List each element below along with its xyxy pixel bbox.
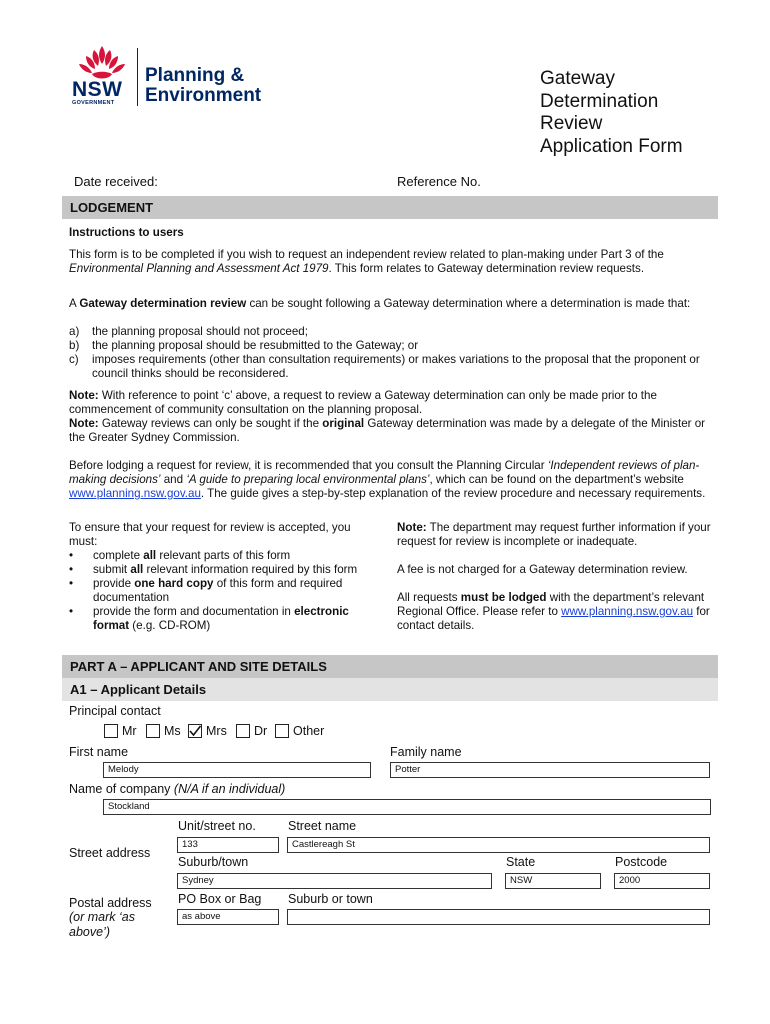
bullet-bold: all — [143, 549, 157, 562]
note-label: Note: — [69, 417, 99, 430]
postcode-label: Postcode — [615, 855, 668, 869]
street-name-field[interactable]: Castlereagh St — [287, 837, 710, 853]
note-text: The department may request further information if your request for review is incomplete or inadequate. — [397, 521, 711, 548]
form-title-line: Gateway — [540, 68, 615, 89]
company-label-note: (N/A if an individual) — [173, 782, 286, 796]
planning-website-link[interactable]: www.planning.nsw.gov.au — [69, 487, 201, 500]
bullet-text: relevant parts of this form — [156, 549, 291, 562]
lodgement-heading: LODGEMENT — [62, 196, 718, 219]
list-item — [69, 605, 374, 633]
street-name-label: Street name — [288, 819, 357, 833]
form-title — [540, 68, 683, 158]
intro-paragraph — [69, 248, 709, 276]
bullet-bold: one hard copy — [134, 577, 214, 590]
department-line-1: Planning & — [145, 65, 245, 86]
family-name-field[interactable]: Potter — [390, 762, 710, 778]
lodge-text: with the department’s relevant Regional Office. Please refer to — [397, 591, 705, 618]
list-text: the planning proposal should not proceed; — [92, 325, 308, 338]
circular-title-1: ‘Independent reviews of plan-making decisions’ — [69, 459, 700, 486]
list-item — [69, 563, 374, 577]
logo-divider — [137, 48, 138, 106]
postal-address-note: (or mark ‘as above’) — [69, 910, 135, 939]
postal-suburb-label: Suburb or town — [288, 892, 373, 906]
requirements-intro: To ensure that your request for review is accepted, you must: — [69, 521, 351, 548]
lodge-note — [397, 591, 712, 633]
ms-label: Ms — [164, 724, 181, 738]
gateway-review-paragraph — [69, 297, 709, 311]
notes-column — [397, 521, 712, 633]
act-title: Environmental Planning and Assessment Act 1979 — [69, 262, 329, 275]
list-item — [69, 353, 709, 381]
lodge-text-end: for contact details. — [397, 605, 710, 632]
circular-text-end: . The guide gives a step-by-step explanation of the review procedure and necessary requirements. — [200, 487, 706, 500]
ms-checkbox[interactable] — [146, 724, 160, 738]
circular-text: and — [160, 473, 187, 486]
bullet-text: submit — [93, 563, 131, 576]
circular-title-2: ‘A guide to preparing local environmental plans’ — [186, 473, 430, 486]
logo-government-text: GOVERNMENT — [72, 100, 115, 106]
lodge-bold: must be lodged — [460, 591, 547, 604]
bullet-text: provide — [93, 577, 135, 590]
company-label — [69, 782, 285, 797]
first-name-label: First name — [69, 745, 129, 759]
logo-nsw-text: NSW — [72, 78, 123, 101]
other-checkbox[interactable] — [275, 724, 289, 738]
fee-note: A fee is not charged for a Gateway determination review. — [397, 563, 688, 576]
bullet-text: of this form and required documentation — [93, 577, 343, 604]
other-label: Other — [293, 724, 325, 738]
note-original — [69, 417, 709, 445]
further-info-note — [397, 521, 712, 549]
requirements-list — [69, 549, 374, 633]
note-text: With reference to point ‘c’ above, a request to review a Gateway determination can only be made prior to the commencement of community consultation on the planning proposal. — [69, 389, 657, 416]
dr-checkbox[interactable] — [236, 724, 250, 738]
bullet-bold: electronic format — [93, 605, 349, 632]
state-label: State — [506, 855, 536, 869]
postal-address-label: Postal address — [69, 896, 152, 910]
list-item — [69, 577, 374, 605]
a1-heading: A1 – Applicant Details — [62, 678, 718, 701]
part-a-heading: PART A – APPLICANT AND SITE DETAILS — [62, 655, 718, 678]
list-marker: c) — [69, 353, 79, 366]
dr-label: Dr — [254, 724, 268, 738]
planning-circular-paragraph — [69, 459, 709, 501]
gateway-text-end: can be sought following a Gateway determination where a determination is made that: — [246, 297, 691, 310]
postcode-field[interactable]: 2000 — [614, 873, 710, 889]
form-title-line: Review — [540, 113, 603, 134]
first-name-field[interactable]: Melody — [103, 762, 371, 778]
bullet-text: complete — [93, 549, 144, 562]
bullet-text: provide the form and documentation in — [93, 605, 295, 618]
determination-list — [69, 325, 709, 381]
list-text: imposes requirements (other than consultation requirements) or makes variations to the proposal that the proponent or council thinks should be reconsidered. — [92, 353, 700, 380]
contact-website-link[interactable]: www.planning.nsw.gov.au — [561, 605, 694, 618]
mr-label: Mr — [122, 724, 137, 738]
form-title-line: Determination — [540, 90, 659, 112]
list-item — [69, 325, 709, 339]
note-text-end: Gateway determination was made by a delegate of the Minister or the Greater Sydney Commission. — [69, 417, 706, 444]
mr-checkbox[interactable] — [104, 724, 118, 738]
intro-text: This form is to be completed if you wish to request an independent review related to plan-making under Part 3 of the — [69, 248, 664, 261]
po-box-label: PO Box or Bag — [178, 892, 262, 906]
bullet-text: (e.g. CD-ROM) — [129, 619, 211, 632]
note-label: Note: — [69, 389, 99, 402]
suburb-town-field[interactable]: Sydney — [177, 873, 492, 889]
instructions-heading: Instructions to users — [69, 226, 184, 239]
company-field[interactable]: Stockland — [103, 799, 711, 815]
form-title-line: Application Form — [540, 135, 683, 157]
principal-contact-label: Principal contact — [69, 704, 161, 718]
date-received-label: Date received: — [74, 174, 158, 189]
suburb-town-label: Suburb/town — [178, 855, 249, 869]
circular-text: , which can be found on the department’s website — [429, 473, 684, 486]
note-text: Gateway reviews can only be sought if the — [98, 417, 323, 430]
checkmark-icon — [188, 724, 202, 738]
unit-street-no-field[interactable]: 133 — [177, 837, 279, 853]
mrs-checkbox[interactable] — [188, 724, 202, 738]
list-item — [69, 549, 374, 563]
bullet-bold: all — [130, 563, 144, 576]
list-marker: b) — [69, 339, 80, 352]
note-bold: original — [322, 417, 365, 430]
list-text: the planning proposal should be resubmitted to the Gateway; or — [92, 339, 419, 352]
bullet-text: relevant information required by this form — [143, 563, 358, 576]
list-marker: a) — [69, 325, 80, 338]
nsw-logo — [68, 44, 148, 108]
lodge-text: All requests — [397, 591, 461, 604]
intro-text-end: . This form relates to Gateway determination review requests. — [328, 262, 645, 275]
street-address-label: Street address — [69, 846, 151, 860]
family-name-label: Family name — [390, 745, 462, 759]
reference-no-label: Reference No. — [397, 174, 481, 189]
list-item — [69, 339, 709, 353]
company-label-text: Name of company — [69, 782, 174, 796]
circular-text: Before lodging a request for review, it is recommended that you consult the Planning Circular — [69, 459, 548, 472]
po-box-field[interactable]: as above — [177, 909, 279, 925]
unit-street-no-label: Unit/street no. — [178, 819, 256, 833]
requirements-column — [69, 521, 374, 633]
mrs-label: Mrs — [206, 724, 227, 738]
department-name — [145, 66, 261, 106]
state-field[interactable]: NSW — [505, 873, 601, 889]
note-label: Note: — [397, 521, 427, 534]
note-consultation — [69, 389, 709, 417]
gateway-text: A — [69, 297, 80, 310]
gateway-bold: Gateway determination review — [79, 297, 247, 310]
department-line-2: Environment — [145, 85, 262, 106]
postal-suburb-field[interactable] — [287, 909, 710, 925]
